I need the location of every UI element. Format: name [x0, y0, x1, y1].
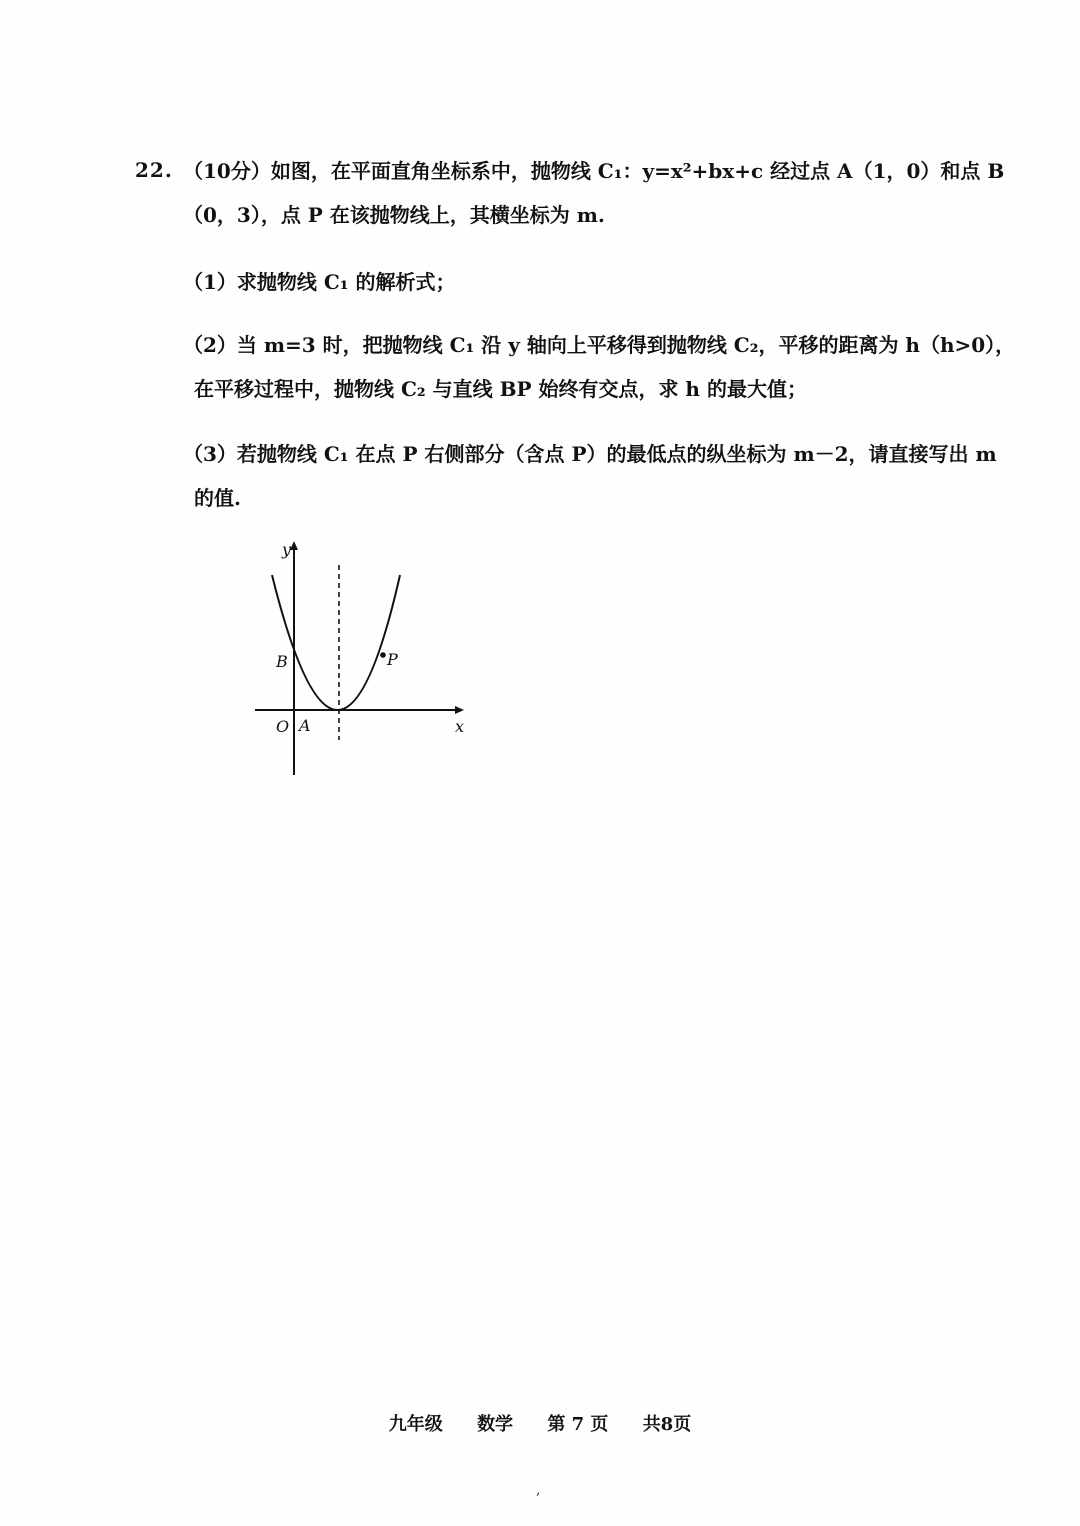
parabola-figure: [250, 535, 480, 785]
question-line-2: （0，3），点 P 在该抛物线上，其横坐标为 m.: [183, 203, 605, 227]
footer-page: 第 7 页: [547, 1414, 609, 1435]
point-p-label: P: [387, 650, 398, 669]
part-1: （1）求抛物线 C₁ 的解析式；: [183, 270, 456, 294]
origin-label: O: [276, 717, 290, 736]
coordinate-plane: [250, 535, 480, 785]
point-a-label: A: [299, 716, 311, 735]
footer-total: 共8页: [642, 1414, 692, 1435]
bottom-mark: ,: [536, 1482, 541, 1498]
y-axis-arrow-icon: [290, 541, 298, 550]
part-3-line-2: 的值.: [194, 486, 241, 510]
point-b-label: B: [276, 652, 288, 671]
part-2-line-2: 在平移过程中，抛物线 C₂ 与直线 BP 始终有交点，求 h 的最大值；: [194, 377, 807, 401]
point-p: [380, 652, 386, 658]
y-axis-label: y: [282, 540, 292, 559]
part-2-line-1: （2）当 m=3 时，把抛物线 C₁ 沿 y 轴向上平移得到抛物线 C₂，平移的距离为 h（h>0），: [183, 333, 1016, 357]
page-footer: [0, 1410, 1080, 1436]
question-line-1: （10分）如图，在平面直角坐标系中，抛物线 C₁：y=x²+bx+c 经过点 A（1，0）和点 B: [183, 159, 1005, 183]
part-3-line-1: （3）若抛物线 C₁ 在点 P 右侧部分（含点 P）的最低点的纵坐标为 m－2，请直接写出 m: [183, 442, 997, 466]
question-number: 22.: [135, 158, 173, 182]
footer-grade: 九年级: [388, 1414, 443, 1435]
x-axis-arrow-icon: [455, 706, 464, 714]
x-axis-label: x: [455, 717, 465, 736]
parabola-curve: [272, 575, 400, 710]
footer-subject: 数学: [477, 1414, 514, 1435]
